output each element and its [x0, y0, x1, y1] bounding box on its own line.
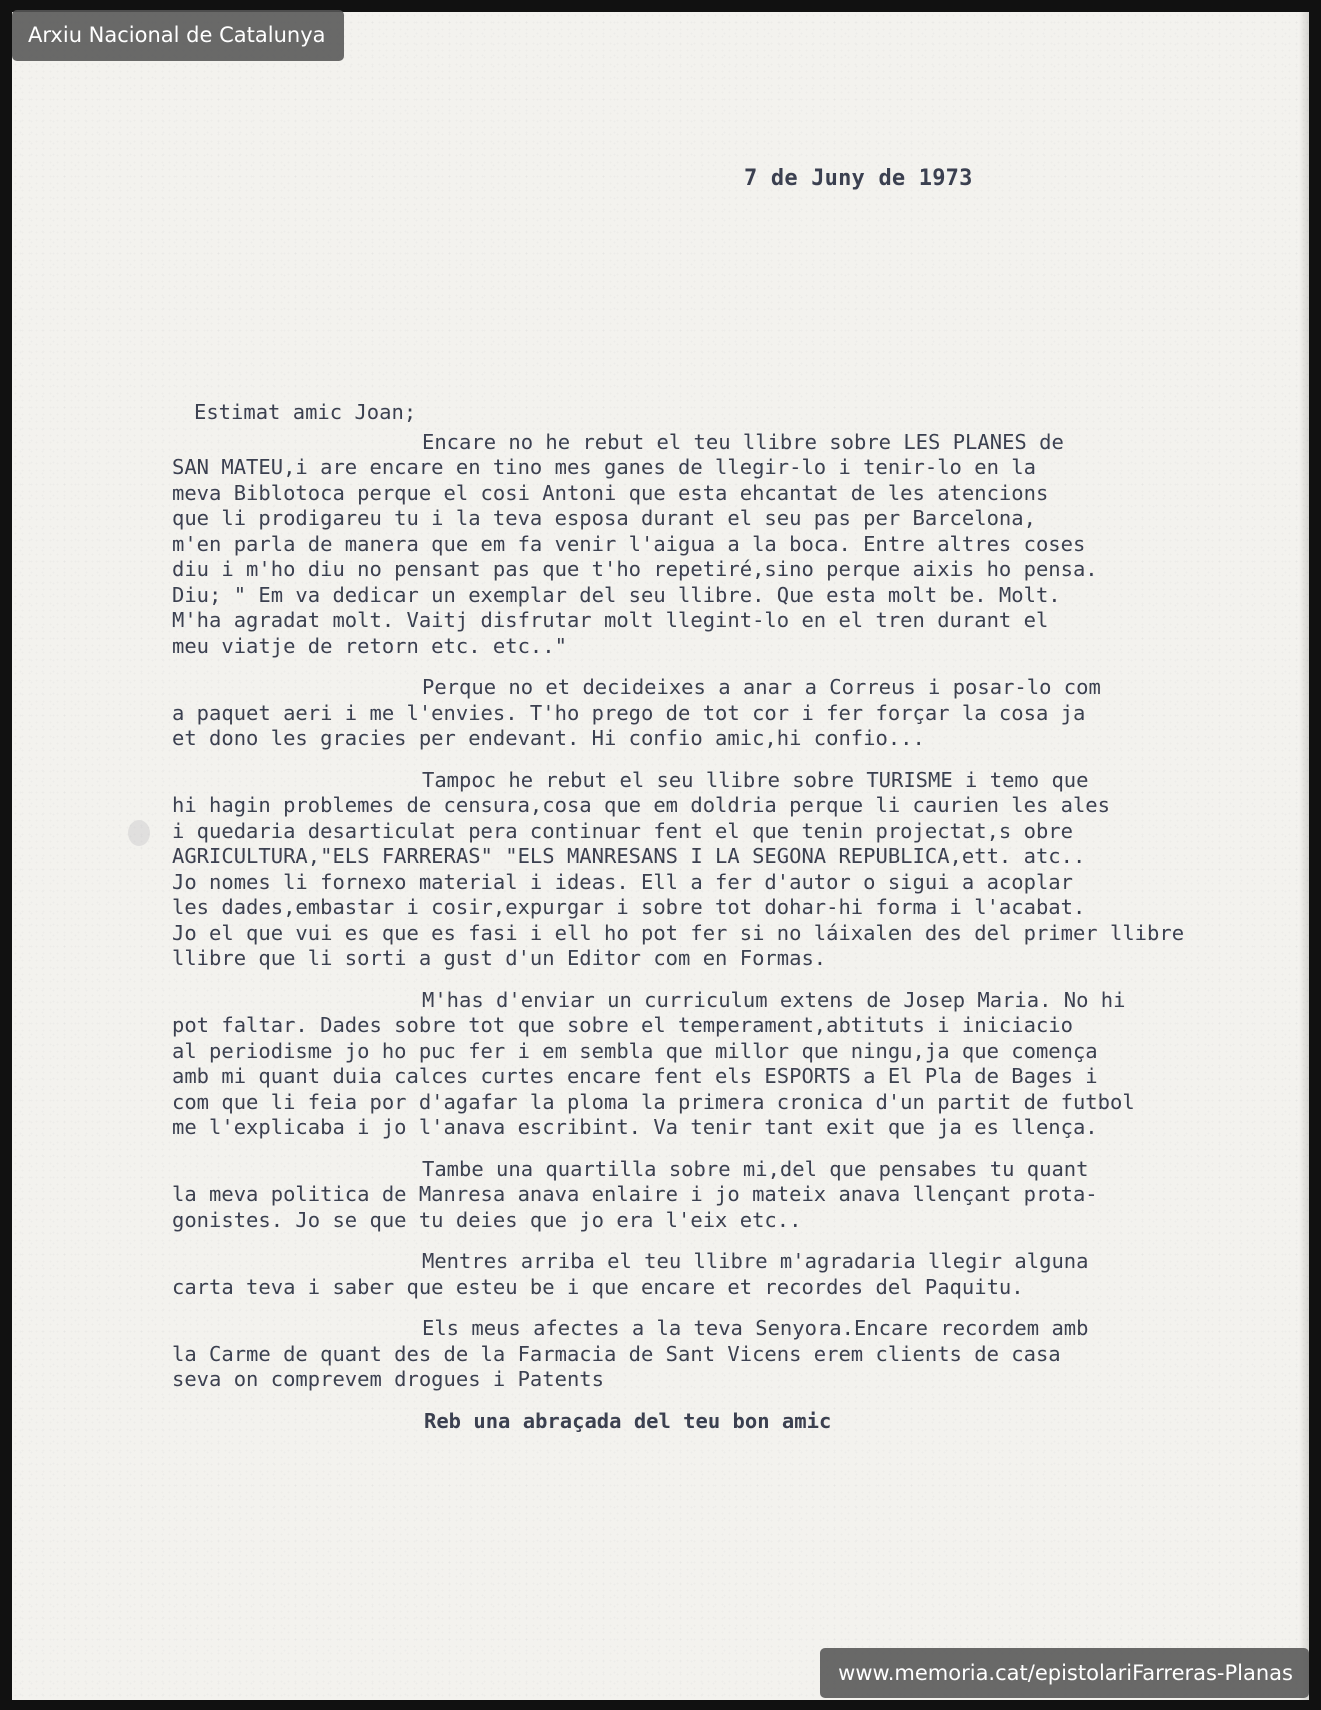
text-line: Mentres arriba el teu llibre m'agradaria llegir alguna — [422, 1249, 1089, 1273]
text-line: Els meus afectes a la teva Senyora.Encare recordem amb — [422, 1316, 1089, 1340]
text-line: amb mi quant duia calces curtes encare fent els ESPORTS a El Pla de Bages i — [172, 1064, 1098, 1088]
paragraph-3 — [172, 768, 1242, 972]
letter-date: 7 de Juny de 1973 — [744, 166, 973, 191]
text-line: et dono les gracies per endevant. Hi confio amic,hi confio... — [172, 726, 925, 750]
text-line: Perque no et decideixes a anar a Correus i posar-lo com — [422, 675, 1101, 699]
source-url-watermark: www.memoria.cat/epistolariFarreras-Planas — [820, 1648, 1309, 1698]
paragraph-2 — [172, 675, 1242, 752]
text-line: hi hagin problemes de censura,cosa que em doldria perque li caurien les ales — [172, 793, 1110, 817]
text-line: M'ha agradat molt. Vaitj disfrutar molt llegint-lo en el tren durant el — [172, 608, 1049, 632]
archive-watermark: Arxiu Nacional de Catalunya — [12, 10, 344, 61]
text-line: Jo el que vui es que es fasi i ell ho pot fer si no láixalen des del primer llibre — [172, 920, 1185, 945]
paper-edge-shadow — [1299, 12, 1309, 1700]
text-line: la Carme de quant des de la Farmacia de Sant Vicens erem clients de casa — [172, 1341, 1061, 1366]
paragraph-1 — [172, 430, 1242, 660]
ink-blot — [128, 820, 150, 846]
text-line: i quedaria desarticulat pera continuar fent el que tenin projectat,s obre — [172, 818, 1073, 843]
text-line: diu i m'ho diu no pensant pas que t'ho repetiré,sino perque aixis ho pensa. — [172, 557, 1098, 581]
text-line: Tampoc he rebut el seu llibre sobre TURISME i temo que — [422, 767, 1089, 792]
text-line: Diu; " Em va dedicar un exemplar del seu llibre. Que esta molt be. Molt. — [172, 582, 1061, 607]
text-line: Tambe una quartilla sobre mi,del que pensabes tu quant — [422, 1156, 1089, 1181]
letter-body — [172, 400, 1242, 1434]
paragraph-7 — [172, 1316, 1242, 1393]
text-line: carta teva i saber que esteu be i que encare et recordes del Paquitu. — [172, 1274, 1024, 1299]
text-line: Jo nomes li fornexo material i ideas. Ell a fer d'autor o sigui a acoplar — [172, 869, 1073, 894]
text-line: llibre que li sorti a gust d'un Editor com en Formas. — [172, 946, 827, 970]
text-line: m'en parla de manera que em fa venir l'aigua a la boca. Entre altres coses — [172, 531, 1086, 556]
text-line: AGRICULTURA,"ELS FARRERAS" "ELS MANRESANS I LA SEGONA REPUBLICA,ett. atc.. — [172, 844, 1086, 868]
letter-closing: Reb una abraçada del teu bon amic — [424, 1408, 832, 1433]
text-line: que li prodigareu tu i la teva esposa durant el seu pas per Barcelona, — [172, 506, 1036, 530]
paragraph-6 — [172, 1249, 1242, 1300]
paragraph-4 — [172, 988, 1242, 1141]
text-line: Encare no he rebut el teu llibre sobre LES PLANES de — [422, 429, 1064, 454]
text-line: al periodisme jo ho puc fer i em sembla que millor que ningu,ja que comença — [172, 1038, 1098, 1063]
letter-salutation: Estimat amic Joan; — [194, 400, 417, 424]
text-line: pot faltar. Dades sobre tot que sobre el temperament,abtituts i iniciacio — [172, 1013, 1073, 1037]
text-line: com que li feia por d'agafar la ploma la primera cronica d'un partit de futbol — [172, 1089, 1135, 1114]
text-line: M'has d'enviar un curriculum extens de Josep Maria. No hi — [422, 987, 1126, 1012]
text-line: meva Biblotoca perque el cosi Antoni que esta ehcantat de les atencions — [172, 480, 1049, 505]
text-line: a paquet aeri i me l'envies. T'ho prego de tot cor i fer forçar la cosa ja — [172, 700, 1086, 725]
text-line: gonistes. Jo se que tu deies que jo era l'eix etc.. — [172, 1207, 802, 1232]
text-line: me l'explicaba i jo l'anava escribint. Va tenir tant exit que ja es llença. — [172, 1115, 1098, 1139]
text-line: meu viatje de retorn etc. etc.." — [172, 633, 567, 658]
text-line: les dades,embastar i cosir,expurgar i sobre tot dohar-hi forma i l'acabat. — [172, 895, 1086, 919]
text-line: la meva politica de Manresa anava enlaire i jo mateix anava llençant prota- — [172, 1182, 1098, 1206]
text-line: SAN MATEU,i are encare en tino mes ganes de llegir-lo i tenir-lo en la — [172, 455, 1036, 479]
text-line: seva on comprevem drogues i Patents — [172, 1367, 604, 1391]
paragraph-5 — [172, 1157, 1242, 1234]
